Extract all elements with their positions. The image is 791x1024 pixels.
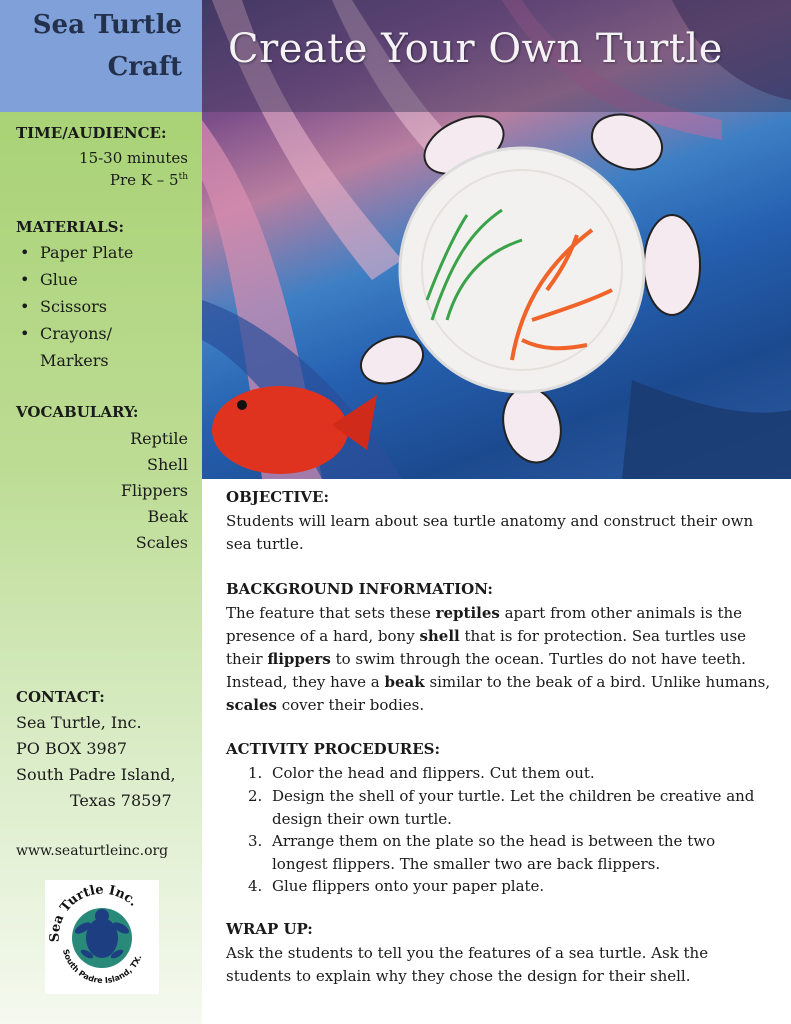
website-link[interactable]: www.seaturtleinc.org <box>16 843 169 859</box>
procedure-step <box>248 875 768 898</box>
procedure-step <box>248 762 768 785</box>
procedures-heading: ACTIVITY PROCEDURES: <box>226 740 441 758</box>
vocab-item: Scales <box>135 533 188 552</box>
logo-text-bottom: South Padre Island, TX. <box>60 948 144 986</box>
step-text: Arrange them on the plate so the head is between the two longest flippers. The smaller two are back flippers. <box>272 832 716 873</box>
sea-turtle-inc-logo <box>45 880 159 994</box>
sidebar <box>0 0 202 1024</box>
material-item: • Scissors <box>40 297 107 316</box>
title-box <box>0 0 202 112</box>
wrapup-text: Ask the students to tell you the features of a sea turtle. Ask the students to explain why they chose the design for their shell. <box>226 944 709 985</box>
vocabulary-heading: VOCABULARY: <box>16 403 139 421</box>
time-value: 15-30 minutes <box>79 149 188 167</box>
step-text: Color the head and flippers. Cut them out. <box>272 764 595 782</box>
objective-text: Students will learn about sea turtle anatomy and construct their own sea turtle. <box>226 512 754 553</box>
step-text: Design the shell of your turtle. Let the children be creative and design their own turtle. <box>272 787 755 828</box>
background-text <box>226 602 774 717</box>
vocab-item: Flippers <box>120 481 188 500</box>
audience-text: Pre K – 5 <box>109 171 179 189</box>
material-item: • Crayons/ <box>40 324 112 343</box>
vocab-item: Reptile <box>130 429 188 448</box>
logo-seal-icon <box>45 880 159 994</box>
contact-line: South Padre Island, <box>16 765 176 784</box>
material-item: • Glue <box>40 270 78 289</box>
hero-title: Create Your Own Turtle <box>228 26 723 72</box>
bg-text: cover their bodies. <box>276 696 425 714</box>
bg-text: similar to the beak of a bird. Unlike humans, <box>424 673 771 691</box>
contact-line: PO BOX 3987 <box>16 739 128 758</box>
step-number: 2. <box>248 787 263 805</box>
background-heading: BACKGROUND INFORMATION: <box>226 580 493 598</box>
step-number: 4. <box>248 877 263 895</box>
material-item: • Paper Plate <box>40 243 133 262</box>
vocab-item: Beak <box>147 507 188 526</box>
bg-term-flippers: flippers <box>267 650 331 668</box>
bg-term-scales: scales <box>226 696 277 714</box>
bg-text: The feature that sets these <box>226 604 436 622</box>
bg-text: apart from other animals is the presence of a hard, bony <box>226 604 743 645</box>
contact-line: Texas 78597 <box>70 791 172 810</box>
logo-text-top: Sea Turtle Inc. <box>47 882 141 943</box>
contact-line: Sea Turtle, Inc. <box>16 713 142 732</box>
wrapup-heading: WRAP UP: <box>226 920 313 938</box>
step-number: 1. <box>248 764 263 782</box>
page-title-line2: Craft <box>107 52 182 82</box>
bg-term-beak: beak <box>384 673 425 691</box>
bg-term-shell: shell <box>419 627 460 645</box>
time-audience-heading: TIME/AUDIENCE: <box>16 124 167 142</box>
materials-heading: MATERIALS: <box>16 218 125 236</box>
step-text: Glue flippers onto your paper plate. <box>272 877 545 895</box>
bg-term-reptiles: reptiles <box>435 604 500 622</box>
contact-heading: CONTACT: <box>16 688 105 706</box>
page-title-line1: Sea Turtle <box>32 10 182 40</box>
audience-sup: th <box>178 172 188 182</box>
audience-value <box>110 171 188 189</box>
hero-image <box>202 0 791 479</box>
procedure-step <box>248 785 768 831</box>
objective-heading: OBJECTIVE: <box>226 488 330 506</box>
bg-text: that is for protection. Sea turtles use their <box>226 627 747 668</box>
step-number: 3. <box>248 832 263 850</box>
material-item-cont: Markers <box>40 351 109 370</box>
vocab-item: Shell <box>147 455 188 474</box>
bg-text: to swim through the ocean. Turtles do not have teeth. Instead, they have a <box>226 650 746 691</box>
procedure-step <box>248 830 768 876</box>
